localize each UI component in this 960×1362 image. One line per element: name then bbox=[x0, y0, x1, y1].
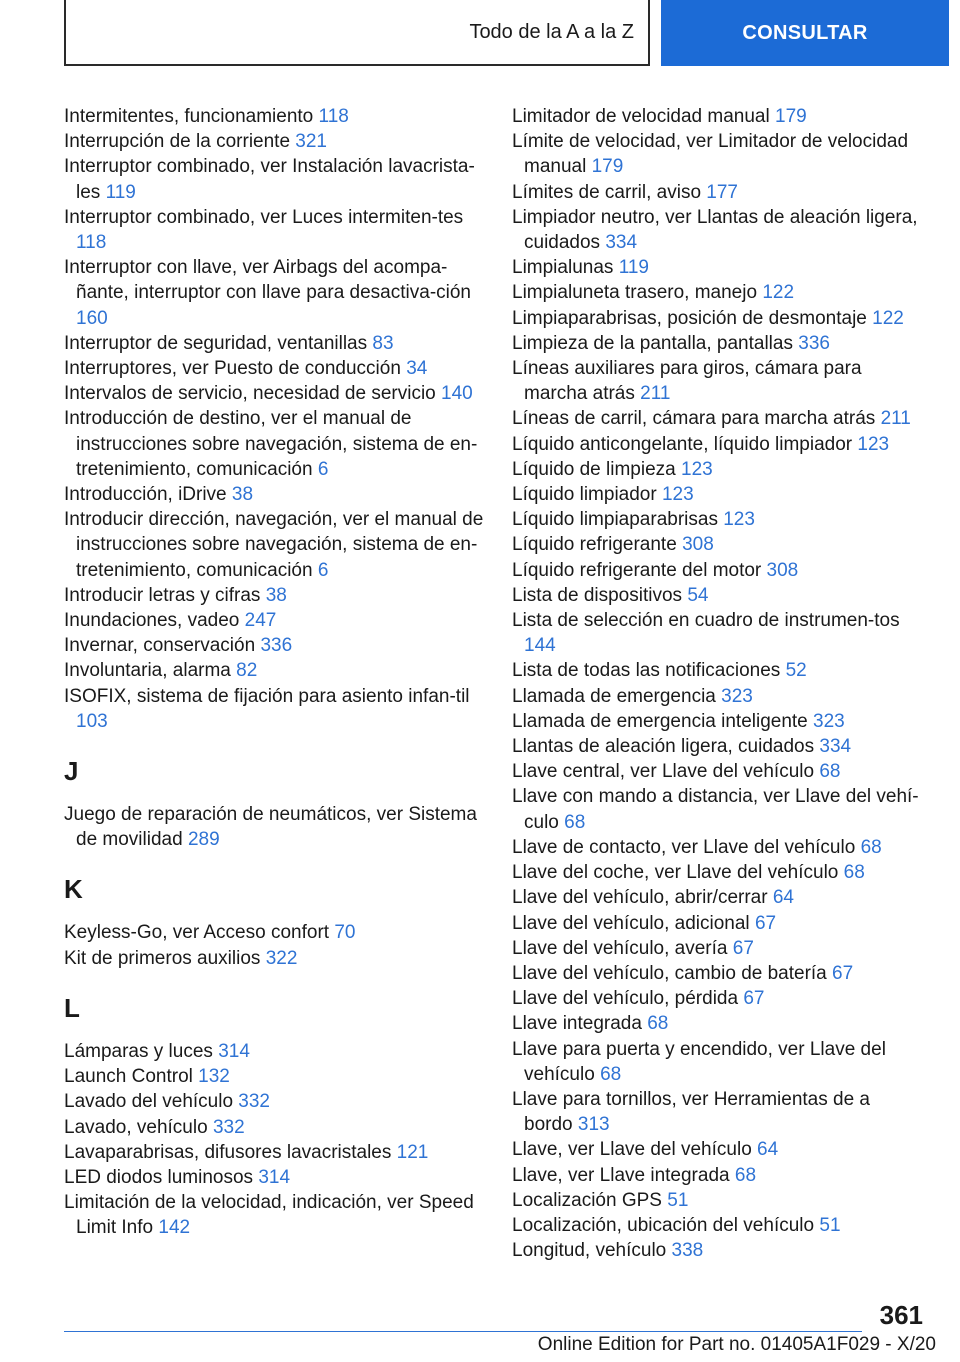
index-page-link[interactable]: 123 bbox=[857, 433, 890, 455]
index-page-link[interactable]: 70 bbox=[334, 922, 356, 944]
index-page-link[interactable]: 123 bbox=[661, 484, 694, 506]
index-entry-text: Interruptor de seguridad, ventanillas bbox=[64, 332, 368, 354]
index-entry-text: Inundaciones, vadeo bbox=[64, 610, 240, 632]
index-entry bbox=[512, 1037, 922, 1087]
index-entry-text: Líquido anticongelante, líquido limpiador bbox=[512, 433, 853, 455]
index-page-link[interactable]: 123 bbox=[723, 509, 755, 531]
index-entry-text: Involuntaria, alarma bbox=[64, 660, 231, 682]
index-entry bbox=[512, 709, 922, 734]
index-page-link[interactable]: 336 bbox=[260, 635, 293, 657]
index-entry-text: Llave, ver Llave integrada bbox=[512, 1164, 730, 1186]
index-entry bbox=[64, 802, 484, 852]
index-entry bbox=[512, 835, 922, 860]
index-entry bbox=[64, 507, 484, 583]
index-entry bbox=[512, 1213, 922, 1238]
index-entry-text: Llave integrada bbox=[512, 1013, 642, 1035]
index-entry bbox=[64, 1115, 484, 1140]
index-page-link[interactable]: 123 bbox=[681, 458, 713, 480]
index-entry-text: Introducir letras y cifras bbox=[64, 584, 261, 606]
index-entry-text: Lavado del vehículo bbox=[64, 1091, 234, 1113]
index-entry bbox=[512, 104, 922, 129]
index-page-link[interactable]: 336 bbox=[798, 332, 830, 354]
index-entry-text: Lista de todas las notificaciones bbox=[512, 660, 781, 682]
index-entry-text: Limpieza de la pantalla, pantallas bbox=[512, 332, 793, 354]
index-entry bbox=[512, 1137, 922, 1162]
index-page-link[interactable]: 160 bbox=[76, 307, 108, 329]
index-entry-text: Lámparas y luces bbox=[64, 1040, 213, 1062]
index-page-link[interactable]: 323 bbox=[721, 685, 753, 707]
index-page-link[interactable]: 211 bbox=[640, 383, 671, 405]
index-page-link[interactable]: 332 bbox=[238, 1091, 270, 1113]
index-page-link[interactable]: 64 bbox=[772, 887, 794, 909]
index-page-link[interactable]: 211 bbox=[880, 408, 911, 430]
index-entry bbox=[512, 1087, 922, 1137]
index-letter-heading: J bbox=[64, 756, 79, 787]
index-entry bbox=[512, 306, 922, 331]
index-entry-text: Llave central, ver Llave del vehículo bbox=[512, 761, 815, 783]
index-page-link[interactable]: 142 bbox=[158, 1217, 191, 1239]
index-page-link[interactable]: 68 bbox=[843, 862, 865, 884]
index-page-link[interactable]: 103 bbox=[76, 710, 108, 732]
index-entry-text: Intermitentes, funcionamiento bbox=[64, 106, 314, 127]
index-entry-text: Introducción, iDrive bbox=[64, 484, 227, 506]
index-entry-text: Llave de contacto, ver Llave del vehículo bbox=[512, 836, 856, 858]
index-entry bbox=[64, 482, 484, 507]
index-entry-text: Limpialuneta trasero, manejo bbox=[512, 282, 758, 304]
index-entry-text: Invernar, conservación bbox=[64, 635, 256, 657]
index-entry-text: Interruptor con llave, ver Airbags del acompa-ñante, interruptor con llave para desactiva-ción bbox=[64, 257, 472, 304]
index-page-link[interactable]: 68 bbox=[564, 811, 586, 833]
index-page-link[interactable]: 38 bbox=[231, 484, 254, 506]
index-entry bbox=[64, 1039, 484, 1064]
index-entry bbox=[512, 432, 922, 457]
index-entry-text: Juego de reparación de neumáticos, ver Sistema de movilidad bbox=[64, 804, 477, 851]
index-entry-text: Limpiador neutro, ver Llantas de aleación ligera, cuidados bbox=[512, 206, 918, 254]
index-entry bbox=[64, 1165, 484, 1190]
index-entry bbox=[64, 331, 484, 356]
index-entry bbox=[512, 331, 922, 356]
index-entry-text: Límite de velocidad, ver Limitador de velocidad manual bbox=[512, 131, 909, 178]
index-page-link[interactable]: 179 bbox=[775, 106, 807, 127]
index-entry-text: Llave del vehículo, cambio de batería bbox=[512, 962, 827, 984]
index-page-link[interactable]: 308 bbox=[682, 534, 714, 556]
tab-todo-label: Todo de la A a la Z bbox=[469, 20, 634, 43]
index-entry-text: ISOFIX, sistema de fijación para asiento infan-til bbox=[64, 685, 470, 707]
page-number: 361 bbox=[879, 1300, 923, 1330]
index-entry-text: Launch Control bbox=[64, 1066, 193, 1088]
index-page-link[interactable]: 314 bbox=[258, 1166, 291, 1188]
index-entry bbox=[512, 129, 922, 179]
index-page-link[interactable]: 67 bbox=[832, 962, 854, 984]
index-page-link[interactable]: 67 bbox=[743, 988, 765, 1010]
index-page-link[interactable]: 6 bbox=[317, 559, 329, 581]
index-entry bbox=[512, 784, 922, 834]
index-column-left bbox=[64, 104, 484, 1241]
index-entry-text: Lista de selección en cuadro de instrumen-tos bbox=[512, 610, 900, 632]
index-entry-text: Interrupción de la corriente bbox=[64, 131, 291, 153]
index-entry-text: Líquido de limpieza bbox=[512, 458, 676, 480]
index-entry bbox=[512, 684, 922, 709]
index-page-link[interactable]: 54 bbox=[687, 584, 709, 606]
index-entry-text: Líquido limpiaparabrisas bbox=[512, 509, 718, 531]
index-entry-text: Longitud, vehículo bbox=[512, 1240, 667, 1262]
index-entry bbox=[64, 684, 484, 734]
index-entry-text: Keyless-Go, ver Acceso confort bbox=[64, 922, 330, 944]
index-entry bbox=[64, 381, 484, 406]
index-entry-text: Localización, ubicación del vehículo bbox=[512, 1214, 815, 1236]
index-entry bbox=[512, 255, 922, 280]
index-entry bbox=[64, 920, 484, 945]
index-page-link[interactable]: 82 bbox=[236, 660, 258, 682]
index-page-link[interactable]: 321 bbox=[295, 131, 327, 153]
index-page-link[interactable]: 34 bbox=[406, 358, 428, 380]
index-entry-text: Líquido limpiador bbox=[512, 484, 657, 506]
index-entry bbox=[512, 1011, 922, 1036]
index-page-link[interactable]: 122 bbox=[872, 307, 904, 329]
index-entry-text: Lista de dispositivos bbox=[512, 584, 683, 606]
index-page-link[interactable]: 51 bbox=[819, 1214, 841, 1236]
index-entry-text: Llave del vehículo, avería bbox=[512, 937, 728, 959]
index-entry bbox=[512, 482, 922, 507]
index-entry-text: Líquido refrigerante bbox=[512, 534, 677, 556]
index-entry bbox=[512, 986, 922, 1011]
index-entry bbox=[64, 633, 484, 658]
index-page-link[interactable]: 313 bbox=[577, 1114, 610, 1136]
index-entry-text: Lavado, vehículo bbox=[64, 1116, 208, 1138]
index-entry-text: Interruptores, ver Puesto de conducción bbox=[64, 358, 401, 380]
index-entry-text: Limpialunas bbox=[512, 257, 614, 279]
index-entry bbox=[64, 608, 484, 633]
index-entry bbox=[64, 583, 484, 608]
index-entry-text: Interruptor combinado, ver Luces intermiten-tes bbox=[64, 206, 464, 228]
index-entry-text: Limitación de la velocidad, indicación, ver Speed Limit Info bbox=[64, 1192, 474, 1239]
index-entry-text: Líquido refrigerante del motor bbox=[512, 559, 762, 581]
index-entry bbox=[512, 658, 922, 683]
tab-consultar-label: CONSULTAR bbox=[742, 21, 868, 44]
index-entry-text: Llave del vehículo, adicional bbox=[512, 912, 750, 934]
index-entry bbox=[512, 936, 922, 961]
index-page-link[interactable]: 338 bbox=[671, 1240, 704, 1262]
index-page-link[interactable]: 118 bbox=[76, 232, 107, 254]
index-page-link[interactable]: 68 bbox=[734, 1164, 757, 1186]
index-entry bbox=[512, 180, 922, 205]
index-page-link[interactable]: 83 bbox=[372, 332, 394, 354]
index-entry bbox=[512, 860, 922, 885]
index-page-link[interactable]: 121 bbox=[396, 1141, 429, 1163]
index-entry bbox=[512, 280, 922, 305]
index-page-link[interactable]: 68 bbox=[819, 761, 841, 783]
index-entry-text: Llave, ver Llave del vehículo bbox=[512, 1139, 752, 1161]
index-letter-heading: K bbox=[64, 874, 83, 905]
index-entry-text: Líneas auxiliares para giros, cámara para marcha atrás bbox=[512, 358, 862, 405]
index-entry bbox=[64, 658, 484, 683]
footer-divider bbox=[64, 1331, 862, 1332]
index-entry bbox=[512, 532, 922, 557]
tab-todo-de-la-a-a-la-z[interactable] bbox=[64, 0, 650, 66]
index-page-link[interactable]: 144 bbox=[524, 635, 556, 657]
index-entry bbox=[512, 734, 922, 759]
index-entry bbox=[512, 205, 922, 255]
index-entry bbox=[64, 946, 484, 971]
index-page-link[interactable]: 51 bbox=[667, 1189, 689, 1211]
index-entry-text: Limpiaparabrisas, posición de desmontaje bbox=[512, 307, 867, 329]
index-entry bbox=[512, 1188, 922, 1213]
index-entry bbox=[64, 255, 484, 331]
index-page-link[interactable]: 119 bbox=[618, 257, 649, 279]
index-page-link[interactable]: 64 bbox=[757, 1139, 779, 1161]
index-page-link[interactable]: 323 bbox=[813, 710, 845, 732]
index-entry-text: LED diodos luminosos bbox=[64, 1166, 254, 1188]
index-page-link[interactable]: 67 bbox=[754, 912, 777, 934]
index-page-link[interactable]: 334 bbox=[819, 736, 852, 758]
index-entry bbox=[64, 129, 484, 154]
index-entry-text: Kit de primeros auxilios bbox=[64, 947, 261, 969]
index-page-link[interactable]: 314 bbox=[218, 1040, 250, 1062]
index-entry bbox=[64, 406, 484, 482]
index-entry-text: Llave del vehículo, abrir/cerrar bbox=[512, 887, 768, 909]
index-page-link[interactable]: 140 bbox=[441, 383, 473, 405]
index-entry bbox=[64, 1190, 484, 1240]
index-entry-text: Llave del vehículo, pérdida bbox=[512, 988, 739, 1010]
index-entry bbox=[512, 1238, 922, 1263]
index-entry bbox=[512, 759, 922, 784]
index-page-link[interactable]: 132 bbox=[198, 1066, 230, 1088]
footer-edition-text: Online Edition for Part no. 01405A1F029 - X/20 bbox=[537, 1334, 936, 1355]
index-entry bbox=[64, 356, 484, 381]
index-entry-text: Interruptor combinado, ver Instalación lavacrista-les bbox=[64, 156, 475, 203]
index-entry bbox=[512, 558, 922, 583]
tab-consultar[interactable] bbox=[661, 0, 949, 66]
index-entry bbox=[512, 356, 922, 406]
index-page-link[interactable]: 118 bbox=[318, 106, 349, 127]
index-page-link[interactable]: 119 bbox=[105, 181, 136, 203]
index-page-link[interactable]: 68 bbox=[600, 1063, 622, 1085]
index-entry bbox=[512, 1163, 922, 1188]
index-letter-heading: L bbox=[64, 992, 80, 1023]
index-page-link[interactable]: 68 bbox=[860, 836, 882, 858]
index-entry-text: Llamada de emergencia inteligente bbox=[512, 710, 808, 732]
index-page-link[interactable]: 332 bbox=[212, 1116, 245, 1138]
index-entry-text: Llantas de aleación ligera, cuidados bbox=[512, 736, 815, 758]
index-entry-text: Introducción de destino, ver el manual de instrucciones sobre navegación, sistema de en-tretenimiento, comunicación bbox=[64, 408, 478, 480]
index-entry bbox=[512, 608, 922, 658]
index-page-link[interactable]: 67 bbox=[732, 937, 754, 959]
index-entry bbox=[512, 885, 922, 910]
index-entry bbox=[512, 961, 922, 986]
index-entry bbox=[512, 583, 922, 608]
index-entry bbox=[64, 1089, 484, 1114]
index-page-link[interactable]: 52 bbox=[785, 660, 807, 682]
index-entry bbox=[64, 1140, 484, 1165]
index-entry-text: Intervalos de servicio, necesidad de servicio bbox=[64, 383, 436, 405]
index-entry-text: Localización GPS bbox=[512, 1189, 662, 1211]
index-entry bbox=[512, 406, 922, 431]
index-page-link[interactable]: 179 bbox=[591, 156, 624, 178]
index-entry-text: Limitador de velocidad manual bbox=[512, 106, 770, 127]
index-entry-text: Lavaparabrisas, difusores lavacristales bbox=[64, 1141, 392, 1163]
index-entry-text: Líneas de carril, cámara para marcha atrás bbox=[512, 408, 876, 430]
index-page-link[interactable]: 122 bbox=[762, 282, 795, 304]
index-entry-text: Llave del coche, ver Llave del vehículo bbox=[512, 862, 839, 884]
index-page-link[interactable]: 289 bbox=[187, 829, 220, 851]
index-page-link[interactable]: 308 bbox=[766, 559, 799, 581]
index-page-link[interactable]: 6 bbox=[317, 458, 329, 480]
index-entry-text: Llave para tornillos, ver Herramientas de a bordo bbox=[512, 1088, 871, 1136]
index-entry-text: Límites de carril, aviso bbox=[512, 181, 702, 203]
index-page-link[interactable]: 38 bbox=[265, 584, 287, 606]
index-entry bbox=[512, 457, 922, 482]
index-column-right bbox=[512, 104, 922, 1263]
index-entry-text: Introducir dirección, navegación, ver el manual de instrucciones sobre navegación, sistema de en-tretenimiento, comunicación bbox=[64, 509, 484, 581]
index-entry-text: Llamada de emergencia bbox=[512, 685, 716, 707]
index-entry bbox=[512, 507, 922, 532]
index-entry bbox=[64, 205, 484, 255]
index-page-link[interactable]: 177 bbox=[706, 181, 738, 203]
index-page-link[interactable]: 334 bbox=[605, 232, 638, 254]
index-entry bbox=[64, 104, 484, 129]
index-page-link[interactable]: 68 bbox=[647, 1013, 669, 1035]
index-entry bbox=[64, 154, 484, 204]
index-entry-text: Llave para puerta y encendido, ver Llave del vehículo bbox=[512, 1038, 886, 1085]
index-entry bbox=[512, 911, 922, 936]
index-entry bbox=[64, 1064, 484, 1089]
index-entry-text: Llave con mando a distancia, ver Llave del vehí-culo bbox=[512, 786, 919, 833]
index-page-link[interactable]: 247 bbox=[244, 610, 277, 632]
index-page-link[interactable]: 322 bbox=[265, 947, 298, 969]
